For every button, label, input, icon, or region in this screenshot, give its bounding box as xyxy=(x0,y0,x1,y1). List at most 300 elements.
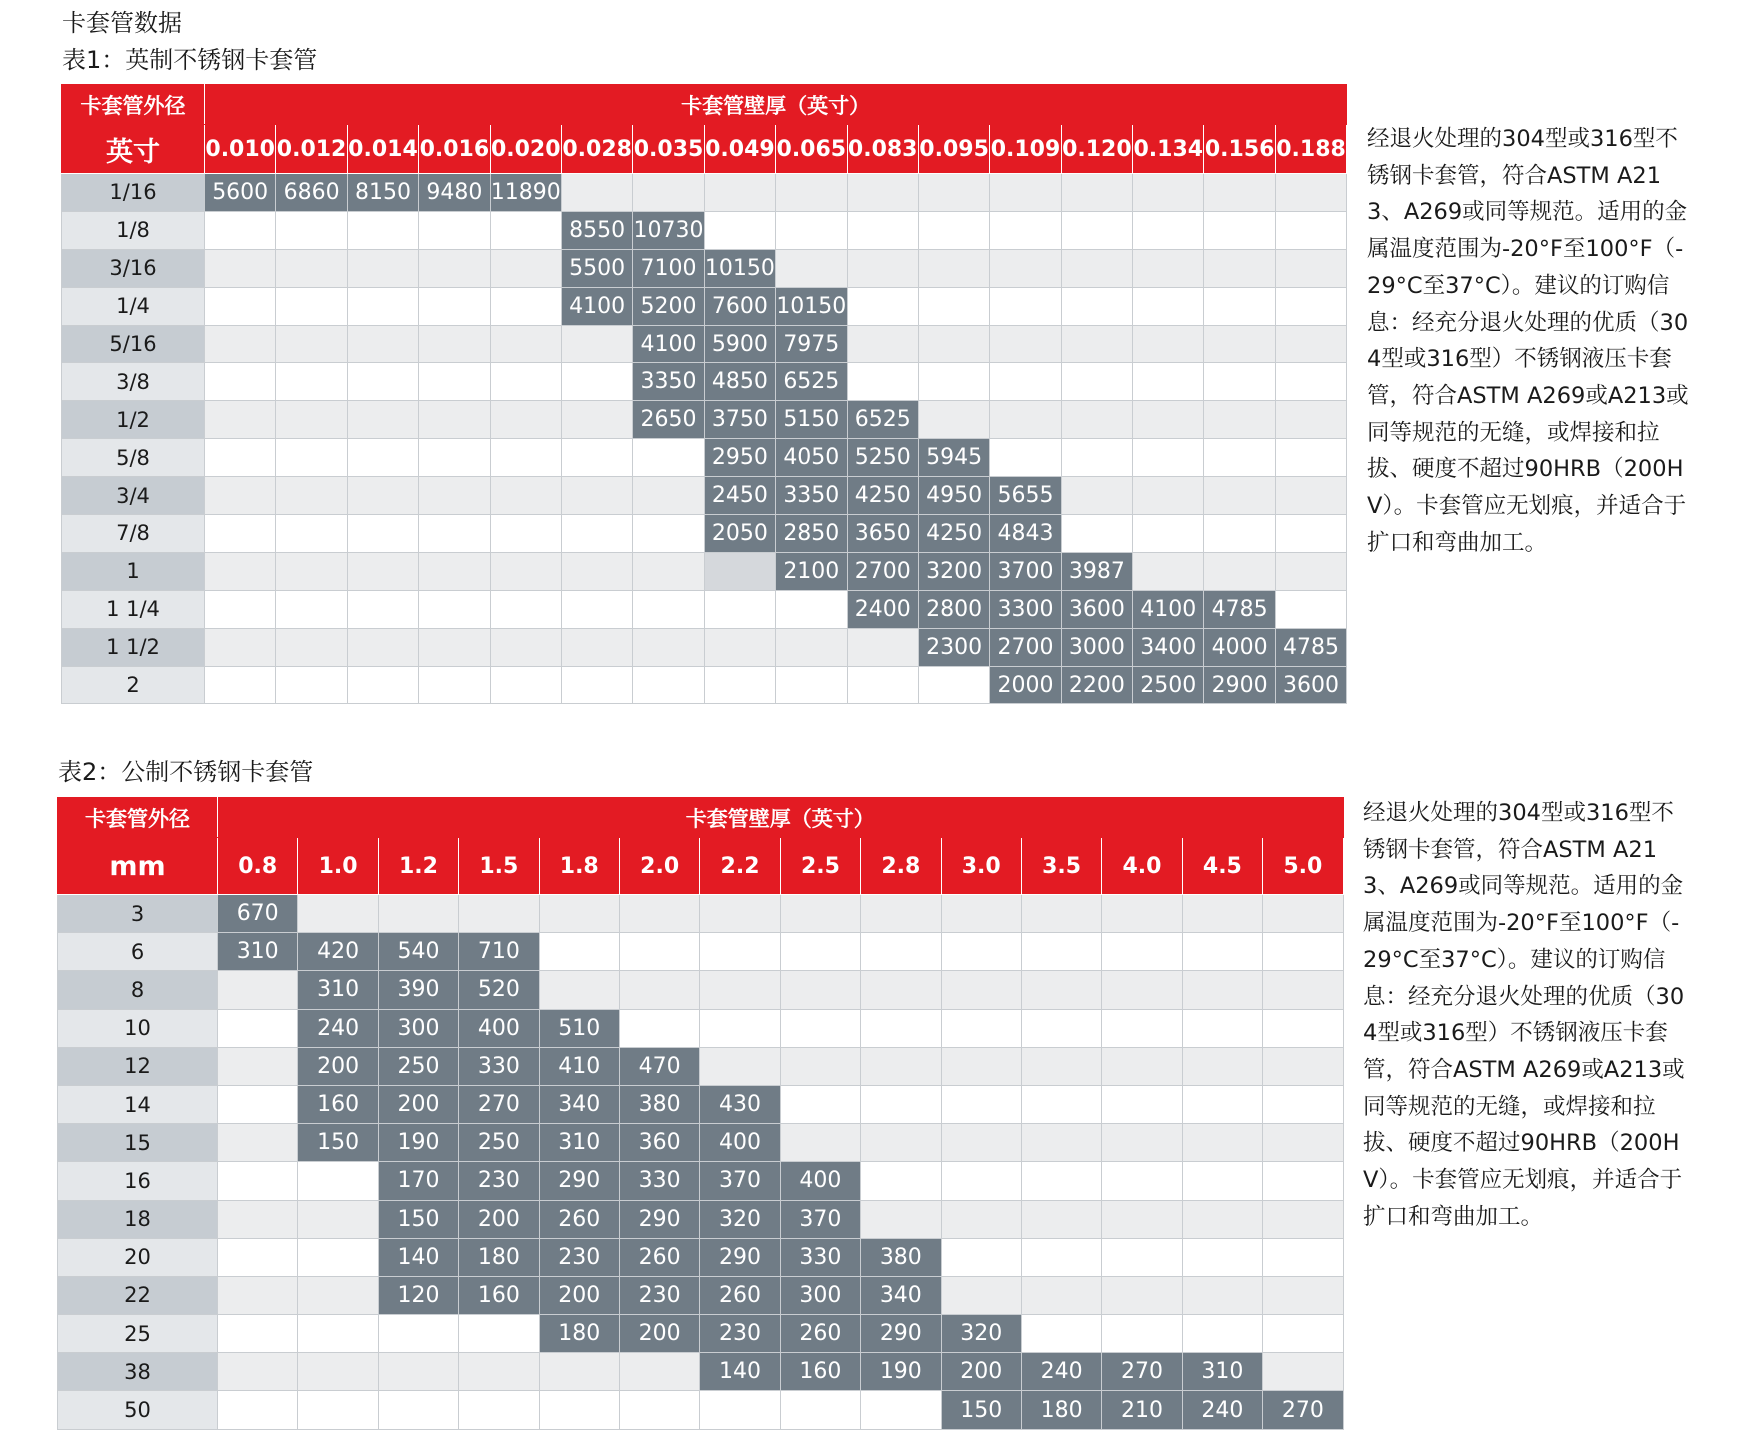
empty-cell xyxy=(1263,933,1344,971)
table-row xyxy=(58,1009,1344,1047)
table-row xyxy=(58,1162,1344,1200)
wall-thickness-header: 1.0 xyxy=(298,838,378,895)
pressure-value-cell: 260 xyxy=(539,1200,619,1238)
empty-cell xyxy=(1102,1238,1182,1276)
pressure-value-cell: 260 xyxy=(619,1238,699,1276)
table-row xyxy=(62,439,1347,477)
table-row xyxy=(58,1353,1344,1391)
empty-cell xyxy=(1061,211,1132,249)
pressure-value-cell: 310 xyxy=(218,933,298,971)
empty-cell xyxy=(218,1238,298,1276)
empty-cell xyxy=(347,552,418,590)
empty-cell xyxy=(205,287,276,325)
empty-cell xyxy=(847,211,918,249)
empty-cell xyxy=(1182,1162,1262,1200)
empty-cell xyxy=(561,363,632,401)
empty-cell xyxy=(205,439,276,477)
empty-cell xyxy=(347,439,418,477)
table2-unit-label: mm xyxy=(58,838,218,895)
wall-thickness-header: 2.2 xyxy=(700,838,780,895)
pressure-value-cell: 340 xyxy=(861,1276,941,1314)
empty-cell xyxy=(847,249,918,287)
wall-thickness-header: 0.065 xyxy=(776,125,847,174)
empty-cell xyxy=(419,325,490,363)
empty-cell xyxy=(276,287,347,325)
empty-cell xyxy=(1204,477,1275,515)
empty-cell xyxy=(1102,1200,1182,1238)
tube-od-cell: 1 1/4 xyxy=(62,590,205,628)
pressure-value-cell: 330 xyxy=(619,1162,699,1200)
empty-cell xyxy=(1182,895,1262,933)
wall-thickness-header: 1.2 xyxy=(378,838,458,895)
pressure-value-cell: 200 xyxy=(619,1315,699,1353)
empty-cell xyxy=(490,287,561,325)
table-row xyxy=(58,1124,1344,1162)
pressure-value-cell: 4100 xyxy=(633,325,704,363)
pressure-value-cell: 430 xyxy=(700,1085,780,1123)
tube-od-cell: 3/8 xyxy=(62,363,205,401)
pressure-value-cell: 160 xyxy=(298,1085,378,1123)
empty-cell xyxy=(776,666,847,704)
empty-cell xyxy=(205,211,276,249)
table-row xyxy=(62,628,1347,666)
pressure-value-cell: 2100 xyxy=(776,552,847,590)
empty-cell xyxy=(561,401,632,439)
pressure-value-cell: 7100 xyxy=(633,249,704,287)
table-row xyxy=(62,666,1347,704)
table2-caption: 表2：公制不锈钢卡套管 xyxy=(58,758,314,786)
empty-cell xyxy=(276,590,347,628)
empty-cell xyxy=(298,1162,378,1200)
wall-thickness-header: 1.8 xyxy=(539,838,619,895)
empty-cell xyxy=(490,439,561,477)
wall-thickness-header: 2.8 xyxy=(861,838,941,895)
pressure-value-cell: 200 xyxy=(298,1047,378,1085)
empty-cell xyxy=(1275,174,1346,212)
empty-cell xyxy=(1021,971,1101,1009)
pressure-value-cell: 400 xyxy=(700,1124,780,1162)
empty-cell xyxy=(218,1276,298,1314)
empty-cell xyxy=(619,895,699,933)
pressure-value-cell: 5655 xyxy=(990,477,1061,515)
pressure-value-cell: 370 xyxy=(780,1200,860,1238)
empty-cell xyxy=(347,515,418,553)
empty-cell xyxy=(941,1200,1021,1238)
empty-cell xyxy=(1263,1085,1344,1123)
wall-thickness-header: 5.0 xyxy=(1263,838,1344,895)
empty-cell xyxy=(1204,174,1275,212)
empty-cell xyxy=(1204,401,1275,439)
pressure-value-cell: 200 xyxy=(459,1200,539,1238)
empty-cell xyxy=(1021,1315,1101,1353)
empty-cell xyxy=(419,590,490,628)
empty-cell xyxy=(298,895,378,933)
empty-cell xyxy=(347,287,418,325)
pressure-value-cell: 2700 xyxy=(990,628,1061,666)
pressure-value-cell: 6525 xyxy=(776,363,847,401)
empty-cell xyxy=(1182,1124,1262,1162)
empty-cell xyxy=(990,325,1061,363)
empty-cell xyxy=(1061,174,1132,212)
empty-cell xyxy=(347,477,418,515)
empty-cell xyxy=(419,287,490,325)
table-row xyxy=(62,249,1347,287)
pressure-value-cell: 3987 xyxy=(1061,552,1132,590)
wall-thickness-header: 0.012 xyxy=(276,125,347,174)
pressure-value-cell: 290 xyxy=(539,1162,619,1200)
empty-cell xyxy=(1133,287,1204,325)
pressure-value-cell: 2700 xyxy=(847,552,918,590)
empty-cell xyxy=(347,249,418,287)
empty-cell xyxy=(776,590,847,628)
pressure-value-cell: 4050 xyxy=(776,439,847,477)
empty-cell xyxy=(780,1124,860,1162)
empty-cell xyxy=(847,628,918,666)
tube-od-cell: 18 xyxy=(58,1200,218,1238)
tube-od-cell: 16 xyxy=(58,1162,218,1200)
empty-cell xyxy=(941,971,1021,1009)
empty-cell xyxy=(347,628,418,666)
empty-cell xyxy=(561,628,632,666)
empty-cell xyxy=(1204,439,1275,477)
pressure-value-cell: 3700 xyxy=(990,552,1061,590)
empty-cell xyxy=(490,666,561,704)
pressure-value-cell: 7600 xyxy=(704,287,775,325)
table-row xyxy=(62,477,1347,515)
empty-cell xyxy=(490,590,561,628)
empty-cell xyxy=(1263,895,1344,933)
table1-imperial-tubing xyxy=(61,84,1347,704)
empty-cell xyxy=(1133,174,1204,212)
empty-cell xyxy=(847,363,918,401)
wall-thickness-header: 0.156 xyxy=(1204,125,1275,174)
pressure-value-cell: 9480 xyxy=(419,174,490,212)
empty-cell xyxy=(298,1276,378,1314)
empty-cell xyxy=(539,1391,619,1429)
pressure-value-cell: 2900 xyxy=(1204,666,1275,704)
pressure-value-cell: 370 xyxy=(700,1162,780,1200)
empty-cell xyxy=(490,363,561,401)
pressure-value-cell: 2500 xyxy=(1133,666,1204,704)
empty-cell xyxy=(218,1009,298,1047)
empty-cell xyxy=(276,477,347,515)
pressure-value-cell: 510 xyxy=(539,1009,619,1047)
empty-cell xyxy=(1275,287,1346,325)
empty-cell xyxy=(619,933,699,971)
table-row xyxy=(62,363,1347,401)
empty-cell xyxy=(1021,1162,1101,1200)
pressure-value-cell: 210 xyxy=(1102,1391,1182,1429)
pressure-value-cell: 4843 xyxy=(990,515,1061,553)
empty-cell xyxy=(1102,1276,1182,1314)
empty-cell xyxy=(1061,401,1132,439)
pressure-value-cell: 290 xyxy=(861,1315,941,1353)
empty-cell xyxy=(918,666,989,704)
tube-od-cell: 38 xyxy=(58,1353,218,1391)
empty-cell xyxy=(633,174,704,212)
empty-cell xyxy=(861,1124,941,1162)
empty-cell xyxy=(347,666,418,704)
empty-cell xyxy=(419,628,490,666)
empty-cell xyxy=(459,1391,539,1429)
empty-cell xyxy=(490,477,561,515)
empty-cell xyxy=(780,933,860,971)
pressure-value-cell: 150 xyxy=(298,1124,378,1162)
pressure-value-cell: 3400 xyxy=(1133,628,1204,666)
empty-cell xyxy=(490,211,561,249)
pressure-value-cell: 5200 xyxy=(633,287,704,325)
pressure-value-cell: 240 xyxy=(1182,1391,1262,1429)
empty-cell xyxy=(990,249,1061,287)
empty-cell xyxy=(205,515,276,553)
table-row xyxy=(58,933,1344,971)
wall-thickness-header: 0.083 xyxy=(847,125,918,174)
empty-cell xyxy=(941,1009,1021,1047)
empty-cell xyxy=(861,1162,941,1200)
empty-cell xyxy=(205,552,276,590)
empty-cell xyxy=(918,249,989,287)
pressure-value-cell: 300 xyxy=(378,1009,458,1047)
empty-cell xyxy=(776,174,847,212)
pressure-value-cell: 6525 xyxy=(847,401,918,439)
tube-od-cell: 15 xyxy=(58,1124,218,1162)
empty-cell xyxy=(1182,1276,1262,1314)
empty-cell xyxy=(861,895,941,933)
empty-cell xyxy=(1182,1009,1262,1047)
empty-cell xyxy=(378,1315,458,1353)
pressure-value-cell: 140 xyxy=(700,1353,780,1391)
pressure-value-cell: 3750 xyxy=(704,401,775,439)
pressure-value-cell: 3600 xyxy=(1275,666,1346,704)
pressure-value-cell: 4000 xyxy=(1204,628,1275,666)
table-row xyxy=(58,1315,1344,1353)
pressure-value-cell: 290 xyxy=(700,1238,780,1276)
pressure-value-cell: 2450 xyxy=(704,477,775,515)
empty-cell xyxy=(1133,515,1204,553)
table-row xyxy=(62,287,1347,325)
empty-cell xyxy=(1021,933,1101,971)
pressure-value-cell: 200 xyxy=(941,1353,1021,1391)
empty-cell xyxy=(419,211,490,249)
pressure-value-cell: 2800 xyxy=(918,590,989,628)
empty-cell xyxy=(276,211,347,249)
empty-cell xyxy=(990,287,1061,325)
table-row xyxy=(62,590,1347,628)
table-row xyxy=(58,1085,1344,1123)
empty-cell xyxy=(941,895,1021,933)
empty-cell xyxy=(1133,325,1204,363)
empty-cell xyxy=(347,401,418,439)
pressure-value-cell: 340 xyxy=(539,1085,619,1123)
empty-cell xyxy=(1061,249,1132,287)
empty-cell xyxy=(459,895,539,933)
empty-cell xyxy=(298,1200,378,1238)
tube-od-cell: 5/16 xyxy=(62,325,205,363)
wall-thickness-header: 0.134 xyxy=(1133,125,1204,174)
wall-thickness-header: 0.035 xyxy=(633,125,704,174)
pressure-value-cell: 3200 xyxy=(918,552,989,590)
pressure-value-cell: 8150 xyxy=(347,174,418,212)
pressure-value-cell: 10150 xyxy=(704,249,775,287)
empty-cell xyxy=(990,174,1061,212)
empty-cell xyxy=(298,1238,378,1276)
empty-cell xyxy=(298,1315,378,1353)
table-row xyxy=(62,174,1347,212)
tube-od-cell: 1 1/2 xyxy=(62,628,205,666)
pressure-value-cell: 190 xyxy=(861,1353,941,1391)
empty-cell xyxy=(990,363,1061,401)
empty-cell xyxy=(1204,211,1275,249)
table1-caption: 表1：英制不锈钢卡套管 xyxy=(62,46,318,74)
empty-cell xyxy=(941,1276,1021,1314)
wall-thickness-header: 0.020 xyxy=(490,125,561,174)
empty-cell xyxy=(218,1315,298,1353)
empty-cell xyxy=(1021,1200,1101,1238)
empty-cell xyxy=(1061,439,1132,477)
empty-cell xyxy=(941,1047,1021,1085)
empty-cell xyxy=(1133,249,1204,287)
wall-thickness-header: 0.095 xyxy=(918,125,989,174)
empty-cell xyxy=(205,249,276,287)
pressure-value-cell: 8550 xyxy=(561,211,632,249)
empty-cell xyxy=(633,515,704,553)
pressure-value-cell: 260 xyxy=(700,1276,780,1314)
pressure-value-cell: 260 xyxy=(780,1315,860,1353)
wall-thickness-header: 3.5 xyxy=(1021,838,1101,895)
empty-cell xyxy=(1263,971,1344,1009)
empty-cell xyxy=(1275,439,1346,477)
pressure-value-cell: 200 xyxy=(539,1276,619,1314)
pressure-value-cell: 310 xyxy=(298,971,378,1009)
pressure-value-cell: 2000 xyxy=(990,666,1061,704)
pressure-value-cell: 170 xyxy=(378,1162,458,1200)
empty-cell xyxy=(561,515,632,553)
pressure-value-cell: 250 xyxy=(459,1124,539,1162)
empty-cell xyxy=(490,628,561,666)
pressure-value-cell: 230 xyxy=(459,1162,539,1200)
empty-cell xyxy=(1204,287,1275,325)
pressure-value-cell: 470 xyxy=(619,1047,699,1085)
pressure-value-cell: 4100 xyxy=(1133,590,1204,628)
empty-cell xyxy=(1263,1162,1344,1200)
wall-thickness-header: 0.120 xyxy=(1061,125,1132,174)
empty-cell xyxy=(704,174,775,212)
empty-cell xyxy=(347,590,418,628)
empty-cell xyxy=(561,477,632,515)
wall-thickness-header: 2.0 xyxy=(619,838,699,895)
empty-cell xyxy=(1102,971,1182,1009)
table-row xyxy=(58,895,1344,933)
table1-wall-header: 卡套管壁厚（英寸） xyxy=(205,85,1347,125)
empty-cell xyxy=(1133,552,1204,590)
empty-cell xyxy=(539,895,619,933)
table1-unit-label: 英寸 xyxy=(62,125,205,174)
pressure-value-cell: 4250 xyxy=(847,477,918,515)
empty-cell xyxy=(419,552,490,590)
table-row xyxy=(58,1276,1344,1314)
empty-cell xyxy=(619,1391,699,1429)
empty-cell xyxy=(1275,249,1346,287)
pressure-value-cell: 4250 xyxy=(918,515,989,553)
pressure-value-cell: 330 xyxy=(459,1047,539,1085)
empty-cell xyxy=(1133,401,1204,439)
empty-cell xyxy=(1275,325,1346,363)
tube-od-cell: 14 xyxy=(58,1085,218,1123)
pressure-value-cell: 250 xyxy=(378,1047,458,1085)
pressure-value-cell: 3350 xyxy=(776,477,847,515)
table1-od-header: 卡套管外径 xyxy=(62,85,205,125)
wall-thickness-header: 1.5 xyxy=(459,838,539,895)
wall-thickness-header: 4.5 xyxy=(1182,838,1262,895)
pressure-value-cell: 380 xyxy=(619,1085,699,1123)
empty-cell xyxy=(347,363,418,401)
empty-cell xyxy=(1102,933,1182,971)
pressure-value-cell: 3300 xyxy=(990,590,1061,628)
empty-cell xyxy=(419,515,490,553)
empty-cell xyxy=(1263,1200,1344,1238)
empty-cell xyxy=(218,1047,298,1085)
empty-cell xyxy=(276,439,347,477)
empty-cell xyxy=(847,174,918,212)
wall-thickness-header: 0.188 xyxy=(1275,125,1346,174)
wall-thickness-header: 0.028 xyxy=(561,125,632,174)
pressure-value-cell: 270 xyxy=(459,1085,539,1123)
pressure-value-cell: 380 xyxy=(861,1238,941,1276)
empty-cell xyxy=(1275,552,1346,590)
empty-cell xyxy=(276,666,347,704)
pressure-value-cell: 230 xyxy=(700,1315,780,1353)
pressure-value-cell: 140 xyxy=(378,1238,458,1276)
pressure-value-cell: 2650 xyxy=(633,401,704,439)
empty-cell xyxy=(1263,1353,1344,1391)
tube-od-cell: 5/8 xyxy=(62,439,205,477)
empty-cell xyxy=(633,666,704,704)
empty-cell xyxy=(347,211,418,249)
pressure-value-cell: 7975 xyxy=(776,325,847,363)
tube-od-cell: 3/16 xyxy=(62,249,205,287)
wall-thickness-header: 0.049 xyxy=(704,125,775,174)
empty-cell xyxy=(490,515,561,553)
pressure-value-cell: 320 xyxy=(941,1315,1021,1353)
empty-cell xyxy=(633,628,704,666)
empty-cell xyxy=(205,325,276,363)
empty-cell xyxy=(539,1353,619,1391)
empty-cell xyxy=(633,552,704,590)
empty-cell xyxy=(1061,287,1132,325)
table-row xyxy=(58,971,1344,1009)
empty-cell xyxy=(205,590,276,628)
empty-cell xyxy=(619,971,699,1009)
empty-cell xyxy=(776,628,847,666)
pressure-value-cell: 4850 xyxy=(704,363,775,401)
empty-cell xyxy=(419,401,490,439)
empty-cell xyxy=(1021,895,1101,933)
empty-cell xyxy=(1061,363,1132,401)
empty-cell xyxy=(700,1391,780,1429)
empty-cell xyxy=(561,174,632,212)
empty-cell xyxy=(205,666,276,704)
empty-cell xyxy=(490,552,561,590)
empty-cell xyxy=(918,363,989,401)
empty-cell xyxy=(1021,1009,1101,1047)
empty-cell xyxy=(419,363,490,401)
table-row xyxy=(62,325,1347,363)
empty-cell xyxy=(218,1391,298,1429)
wall-thickness-header: 0.014 xyxy=(347,125,418,174)
empty-cell xyxy=(700,971,780,1009)
empty-cell xyxy=(1061,477,1132,515)
empty-cell xyxy=(490,325,561,363)
